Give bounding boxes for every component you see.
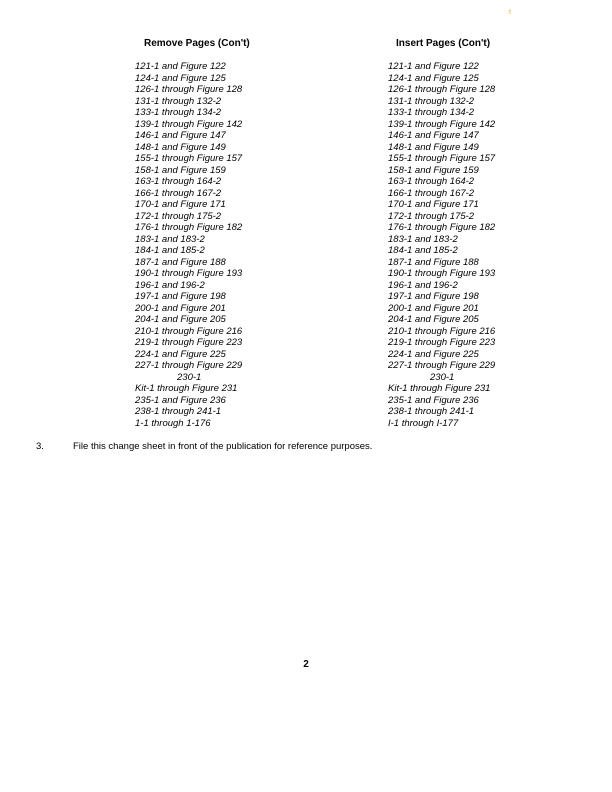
instruction-paragraph: [36, 441, 372, 453]
insert-page-item: 176-1 through Figure 182: [388, 222, 496, 233]
remove-page-item: 230-1: [177, 371, 202, 383]
remove-page-item: 170-1 and Figure 171: [135, 199, 226, 210]
remove-page-item: 238-1 through 241-1: [135, 406, 222, 417]
remove-page-item: 196-1 and 196-2: [135, 279, 205, 291]
remove-page-item: 172-1 through 175-2: [135, 210, 222, 222]
insert-page-item: 166-1 through 167-2: [388, 187, 475, 199]
remove-page-item: 163-1 through 164-2: [135, 176, 222, 187]
insert-page-item: 184-1 and 185-2: [388, 245, 458, 256]
remove-page-item: 126-1 through Figure 128: [135, 84, 243, 95]
insert-page-item: 124-1 and Figure 125: [388, 72, 479, 84]
remove-page-item: 219-1 through Figure 223: [135, 337, 243, 348]
insert-pages-list: [388, 61, 495, 429]
remove-page-item: 139-1 through Figure 142: [135, 118, 243, 130]
remove-page-item: 210-1 through Figure 216: [135, 325, 243, 337]
insert-page-item: 121-1 and Figure 122: [388, 61, 479, 72]
insert-page-item: 158-1 and Figure 159: [388, 164, 479, 176]
insert-page-item: I-1 through I-177: [388, 417, 459, 429]
insert-page-item: 235-1 and Figure 236: [388, 394, 479, 406]
insert-page-item: 196-1 and 196-2: [388, 279, 458, 291]
instruction-text: File this change sheet in front of the publication for reference purposes.: [73, 441, 373, 452]
insert-page-item: 197-1 and Figure 198: [388, 291, 479, 302]
insert-page-item: 224-1 and Figure 225: [388, 348, 479, 360]
remove-page-item: 121-1 and Figure 122: [135, 61, 226, 72]
insert-page-item: 187-1 and Figure 188: [388, 256, 479, 268]
insert-page-item: 172-1 through 175-2: [388, 210, 475, 222]
insert-page-item: 131-1 through 132-2: [388, 95, 475, 107]
remove-page-item: 235-1 and Figure 236: [135, 394, 226, 406]
remove-page-item: Kit-1 through Figure 231: [135, 383, 238, 394]
insert-pages-heading: Insert Pages (Con't): [396, 38, 491, 49]
remove-pages-heading: Remove Pages (Con't): [144, 38, 250, 49]
insert-page-item: 146-1 and Figure 147: [388, 130, 479, 141]
insert-page-item: 210-1 through Figure 216: [388, 325, 496, 337]
remove-page-item: 1-1 through 1-176: [135, 417, 211, 429]
remove-page-item: 133-1 through 134-2: [135, 107, 222, 118]
remove-pages-list: [135, 61, 242, 429]
remove-page-item: 131-1 through 132-2: [135, 95, 222, 107]
remove-page-item: 176-1 through Figure 182: [135, 222, 243, 233]
insert-page-item: 126-1 through Figure 128: [388, 84, 496, 95]
insert-page-item: 190-1 through Figure 193: [388, 268, 496, 279]
remove-page-item: 158-1 and Figure 159: [135, 164, 226, 176]
remove-page-item: 224-1 and Figure 225: [135, 348, 226, 360]
insert-page-item: 163-1 through 164-2: [388, 176, 475, 187]
remove-page-item: 200-1 and Figure 201: [135, 302, 226, 314]
insert-page-item: 227-1 through Figure 229: [388, 360, 496, 371]
remove-page-item: 124-1 and Figure 125: [135, 72, 226, 84]
insert-page-item: 148-1 and Figure 149: [388, 141, 479, 153]
insert-page-item: 155-1 through Figure 157: [388, 153, 496, 164]
insert-page-item: 219-1 through Figure 223: [388, 337, 496, 348]
remove-page-item: 227-1 through Figure 229: [135, 360, 243, 371]
remove-page-item: 204-1 and Figure 205: [135, 314, 226, 325]
insert-page-item: 133-1 through 134-2: [388, 107, 475, 118]
remove-page-item: 148-1 and Figure 149: [135, 141, 226, 153]
remove-page-item: 187-1 and Figure 188: [135, 256, 226, 268]
insert-page-item: Kit-1 through Figure 231: [388, 383, 491, 394]
remove-page-item: 155-1 through Figure 157: [135, 153, 243, 164]
insert-page-item: 204-1 and Figure 205: [388, 314, 479, 325]
instruction-number: 3.: [36, 441, 44, 452]
page-number: 2: [303, 659, 309, 670]
remove-page-item: 183-1 and 183-2: [135, 233, 205, 245]
insert-page-item: 200-1 and Figure 201: [388, 302, 479, 314]
remove-page-item: 190-1 through Figure 193: [135, 268, 243, 279]
insert-page-item: 230-1: [430, 371, 455, 383]
insert-page-item: 183-1 and 183-2: [388, 233, 458, 245]
remove-page-item: 184-1 and 185-2: [135, 245, 205, 256]
insert-page-item: 139-1 through Figure 142: [388, 118, 496, 130]
remove-page-item: 166-1 through 167-2: [135, 187, 222, 199]
insert-page-item: 238-1 through 241-1: [388, 406, 475, 417]
remove-page-item: 146-1 and Figure 147: [135, 130, 226, 141]
insert-page-item: 170-1 and Figure 171: [388, 199, 479, 210]
remove-page-item: 197-1 and Figure 198: [135, 291, 226, 302]
corner-mark: t: [509, 9, 511, 16]
